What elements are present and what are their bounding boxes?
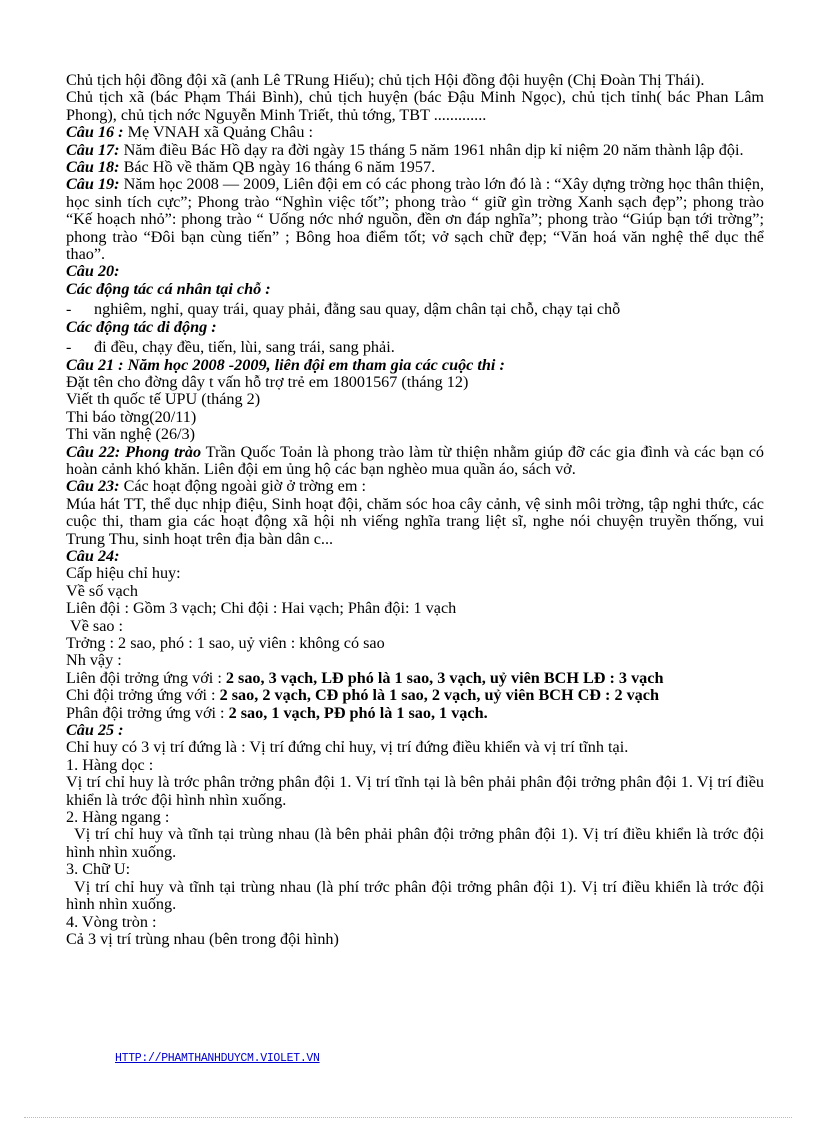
- question-25-intro: Chỉ huy có 3 vị trí đứng là : Vị trí đứng chỉ huy, vị trí đứng điều khiển và vị trí tĩnh tại.: [66, 738, 629, 757]
- question-24-line: Trởng : 2 sao, phó : 1 sao, uỷ viên : không có sao: [66, 634, 385, 652]
- question-21-item: Thi văn nghệ (26/3): [66, 425, 196, 444]
- question-24-label: Câu 24:: [66, 546, 120, 565]
- question-23-body: Múa hát TT, thể dục nhịp điệu, Sinh hoạt đội, chăm sóc hoa cây cảnh, vệ sinh môi trờng, tập nghi thức, các cuộc thi, tham gia các hoạt động xã hội nh viếng nghĩa trang liệt sĩ, nghe nói chuyện truyền thống, vui Trung Thu, sinh hoạt trên địa bàn dân c...: [66, 494, 764, 548]
- rank-row-lead: Phân đội trởng ứng với :: [66, 703, 229, 722]
- question-24-line: Liên đội : Gồm 3 vạch; Chi đội : Hai vạch; Phân đội: 1 vạch: [66, 599, 457, 618]
- question-21-item: Viết th quốc tế UPU (tháng 2): [66, 390, 261, 409]
- question-25-heading: 1. Hàng dọc :: [66, 755, 154, 774]
- question-25-heading: 4. Vòng tròn :: [66, 912, 157, 931]
- question-16: [66, 124, 764, 141]
- question-20-label: Câu 20:: [66, 262, 120, 281]
- document-body: [66, 72, 764, 948]
- question-25-heading: 2. Hàng ngang :: [66, 808, 170, 827]
- question-23: [66, 478, 764, 495]
- question-18-text: Bác Hồ về thăm QB ngày 16 tháng 6 năm 1957.: [119, 158, 436, 177]
- question-20-heading-moving: Các động tác di động :: [66, 317, 217, 336]
- rank-row-lead: Liên đội trởng ứng với :: [66, 668, 226, 687]
- question-25-label: Câu 25 :: [66, 721, 124, 740]
- rank-row-value: 2 sao, 3 vạch, LĐ phó là 1 sao, 3 vạch, uỷ viên BCH LĐ : 3 vạch: [225, 668, 664, 687]
- question-25-heading: 3. Chữ U:: [66, 860, 131, 879]
- paragraph-chairs: Chủ tịch xã (bác Phạm Thái Bình), chủ tịch huyện (bác Đậu Minh Ngọc), chủ tịch tỉnh( bác Phan Lâm Phong), chủ tịch nớc Nguyễn Minh Triết, thủ tớng, TBT .............: [66, 88, 764, 124]
- question-24-line: Về số vạch: [66, 581, 138, 600]
- question-24-rank-row: [66, 705, 764, 722]
- question-17-label: Câu 17:: [66, 140, 120, 159]
- question-24-line: Nh vậy :: [66, 651, 122, 670]
- question-17: [66, 142, 764, 159]
- question-20-heading-static: Các động tác cá nhân tại chỗ :: [66, 279, 271, 298]
- question-23-label: Câu 23:: [66, 477, 120, 496]
- list-item: [66, 339, 764, 356]
- question-25-text: Cả 3 vị trí trùng nhau (bên trong đội hình): [66, 929, 339, 948]
- question-25-text: Vị trí chỉ huy là trớc phân trởng phân đội 1. Vị trí tĩnh tại là bên phải phân đội trởng phân đội 1. Vị trí điều khiển là trớc đội hình nhìn xuống.: [66, 773, 764, 809]
- question-23-text: Các hoạt động ngoài giờ ở trờng em :: [119, 477, 366, 496]
- question-24-rank-row: [66, 670, 764, 687]
- question-22-label: Câu 22: Phong trào: [66, 442, 202, 461]
- question-24-line: Cấp hiệu chỉ huy:: [66, 564, 181, 583]
- rank-row-value: 2 sao, 1 vạch, PĐ phó là 1 sao, 1 vạch.: [228, 703, 488, 722]
- question-16-text: Mẹ VNAH xã Quảng Châu :: [123, 123, 314, 142]
- question-20-static-moves: nghiêm, nghỉ, quay trái, quay phải, đằng sau quay, dậm chân tại chỗ, chạy tại chỗ: [94, 300, 621, 319]
- footer-link[interactable]: HTTP://PHAMTHANHDUYCM.VIOLET.VN: [115, 1052, 320, 1065]
- question-24-rank-row: [66, 687, 764, 704]
- question-25-text: Vị trí chỉ huy và tĩnh tại trùng nhau (là phí trớc phân đội trởng phân đội 1). Vị trí điều khiển là trớc đội hình nhìn xuống.: [66, 877, 764, 914]
- question-19-text: Năm học 2008 — 2009, Liên đội em có các phong trào lớn đó là : “Xây dựng trờng học thân thiện, học sinh tích cực”; Phong trào “Nghìn việc tốt”; phong trào “ giữ gìn trờng Xanh sạch đẹp”; phong trào “Kế hoạch nhỏ”: phong trào “ Uống nớc nhớ nguồn, đền ơn đáp nghĩa”; phong trào “Giúp bạn tới trờng”; phong trào “Đôi bạn cùng tiến” ; Bông hoa điểm tốt; vở sạch chữ đẹp; “Văn hoá văn nghệ thể dục thể thao”.: [66, 175, 764, 264]
- paragraph-council-chairs: Chủ tịch hội đồng đội xã (anh Lê TRung Hiếu); chủ tịch Hội đồng đội huyện (Chị Đoàn Thị Thái).: [66, 71, 705, 89]
- bullet-icon: -: [66, 338, 72, 357]
- question-25-text: Vị trí chỉ huy và tĩnh tại trùng nhau (là bên phải phân đội trởng phân đội 1). Vị trí điều khiển là trớc đội hình nhìn xuống.: [66, 825, 764, 861]
- bullet-icon: -: [66, 300, 72, 319]
- list-item: [66, 301, 764, 318]
- page-bottom-divider: [24, 1117, 792, 1118]
- question-19: [66, 176, 764, 263]
- question-18: [66, 159, 764, 176]
- question-18-label: Câu 18:: [66, 158, 120, 177]
- question-17-text: Năm điều Bác Hồ dạy ra đời ngày 15 tháng 5 năm 1961 nhân dịp kỉ niệm 20 năm thành lập đội.: [119, 140, 744, 159]
- question-21-item: Đặt tên cho đờng dây t vấn hỗ trợ trẻ em 18001567 (tháng 12): [66, 372, 469, 391]
- question-22-text: Trần Quốc Toản là phong trào làm từ thiện nhằm giúp đỡ các gia đình và các bạn có hoàn cảnh khó khăn. Liên đội em ủng hộ các bạn nghèo mua quần áo, sách vở.: [66, 442, 765, 478]
- question-24-line: Về sao :: [70, 616, 124, 635]
- rank-row-lead: Chi đội trởng ứng với :: [66, 686, 220, 705]
- question-19-label: Câu 19:: [66, 175, 120, 194]
- question-21-label: Câu 21 : Năm học 2008 -2009, liên đội em tham gia các cuộc thi :: [66, 355, 505, 374]
- question-20-moving-moves: đi đều, chạy đều, tiến, lùi, sang trái, sang phải.: [94, 338, 395, 357]
- question-16-label: Câu 16 :: [66, 123, 124, 142]
- rank-row-value: 2 sao, 2 vạch, CĐ phó là 1 sao, 2 vạch, uỷ viên BCH CĐ : 2 vạch: [219, 686, 659, 705]
- question-21-item: Thi báo tờng(20/11): [66, 407, 197, 426]
- question-22: [66, 444, 764, 479]
